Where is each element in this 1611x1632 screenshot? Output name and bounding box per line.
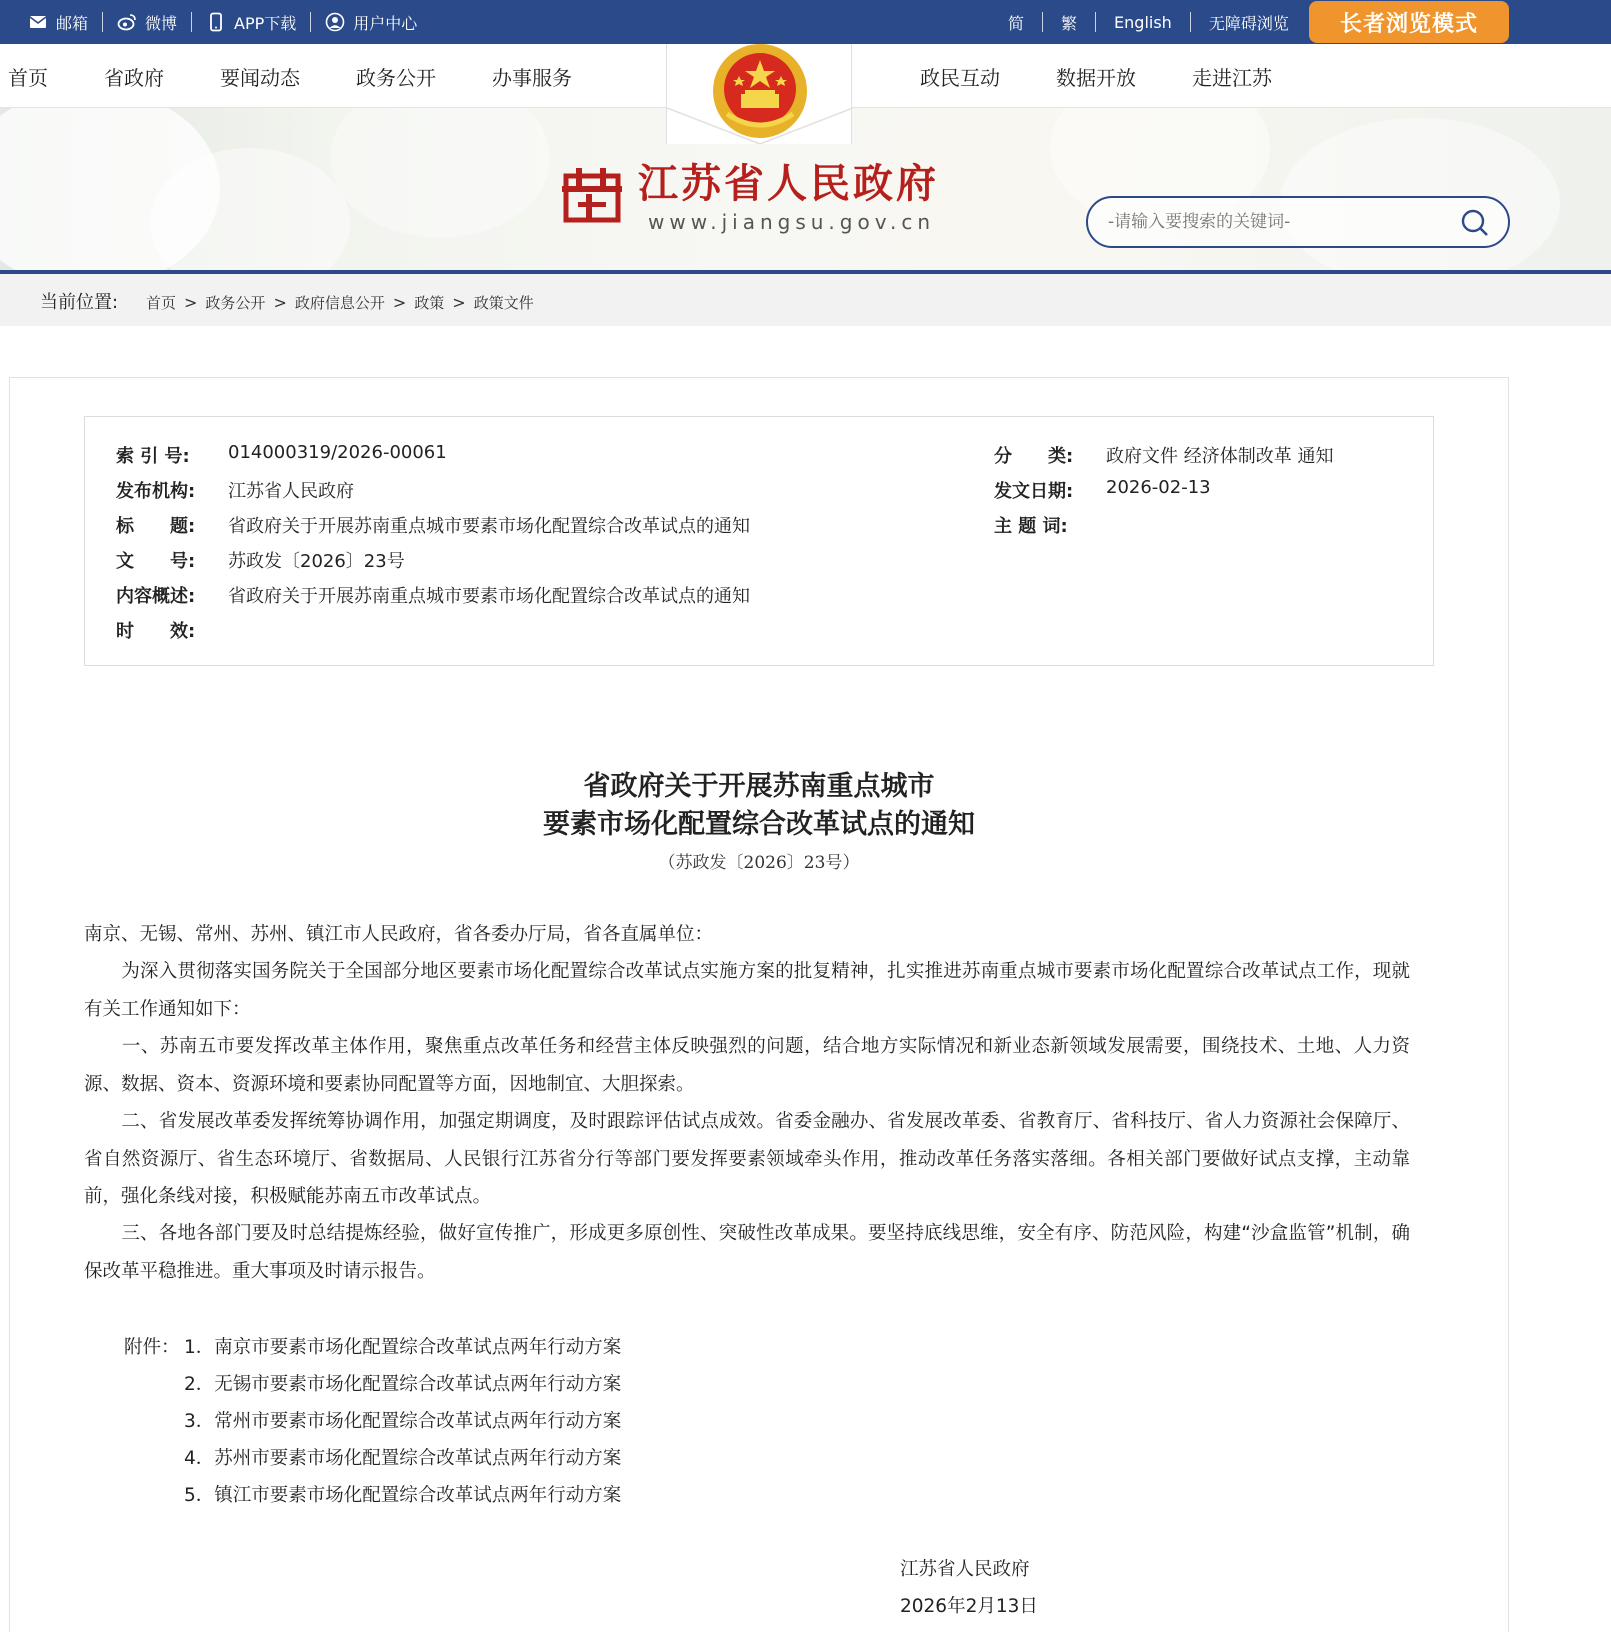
traditional-link[interactable]: 繁	[1061, 13, 1078, 33]
user-center-link[interactable]	[311, 11, 431, 34]
sign-date: 2026年2月13日	[900, 1596, 1038, 1617]
site-url: www.jiangsu.gov.cn	[648, 210, 936, 234]
paragraph-1: 为深入贯彻落实国务院关于全国部分地区要素市场化配置综合改革试点实施方案的批复精神，扎实推进苏南重点城市要素市场化配置综合改革试点工作，现就有关工作通知如下：	[84, 961, 1410, 1020]
breadcrumb-info-disclosure[interactable]: 政府信息公开	[294, 294, 385, 312]
nav-about-jiangsu[interactable]: 走进江苏	[1192, 65, 1272, 90]
breadcrumb-home[interactable]: 首页	[146, 294, 177, 312]
meta-subject: 主 题 词:	[994, 516, 1068, 537]
meta-summary: 内容概述: 省政府关于开展苏南重点城市要素市场化配置综合改革试点的通知	[116, 586, 750, 607]
nav-gov-affairs[interactable]: 政务公开	[356, 65, 436, 90]
weibo-icon	[117, 12, 137, 32]
national-emblem-icon	[667, 44, 853, 144]
accessibility-link[interactable]: 无障碍浏览	[1208, 13, 1289, 33]
meta-validity: 时 效:	[116, 621, 196, 642]
document-title-line2: 要素市场化配置综合改革试点的通知	[543, 809, 975, 840]
attachments-label: 附件：	[124, 1337, 180, 1358]
elder-mode-button[interactable]: 长者浏览模式	[1309, 1, 1509, 43]
app-download-label: APP下载	[234, 13, 297, 33]
app-download-link[interactable]	[192, 11, 310, 34]
mail-icon	[28, 12, 48, 32]
attachment-5[interactable]: 5．镇江市要素市场化配置综合改革试点两年行动方案	[184, 1485, 622, 1506]
breadcrumb	[146, 292, 534, 313]
user-icon	[325, 12, 345, 32]
search-box	[1086, 196, 1510, 248]
site-title: 江苏省人民政府	[638, 160, 939, 207]
top-right-links	[990, 0, 1307, 44]
phone-icon	[206, 12, 226, 32]
jiangsu-logo-icon	[562, 168, 622, 224]
mail-link[interactable]	[14, 11, 102, 34]
top-bar	[0, 0, 1611, 44]
english-link[interactable]: English	[1114, 12, 1172, 32]
document-number: （苏政发〔2026〕23号）	[658, 853, 860, 873]
meta-title: 标 题: 省政府关于开展苏南重点城市要素市场化配置综合改革试点的通知	[116, 516, 750, 537]
nav-province-gov[interactable]: 省政府	[104, 65, 164, 90]
paragraph-2: 一、苏南五市要发挥改革主体作用，聚焦重点改革任务和经营主体反映强烈的问题，结合地方实际情况和新业态新领域发展需要，围绕技术、土地、人力资源、数据、资本、资源环境和要素协同配置等方面，因地制宜、大胆探索。	[84, 1036, 1410, 1095]
nav-left	[8, 44, 628, 108]
document-title-line1: 省政府关于开展苏南重点城市	[583, 771, 935, 802]
breadcrumb-bar	[0, 274, 1611, 326]
paragraph-3: 二、省发展改革委发挥统筹协调作用，加强定期调度，及时跟踪评估试点成效。省委金融办、省发展改革委、省教育厅、省科技厅、省人力资源社会保障厅、省自然资源厅、省生态环境厅、省数据局、人民银行江苏省分行等部门要发挥要素领域牵头作用，推动改革任务落实落细。各相关部门要做好试点支撑，主动靠前，强化条线对接，积极赋能苏南五市改革试点。	[84, 1111, 1410, 1207]
meta-publisher: 发布机构: 江苏省人民政府	[116, 481, 354, 502]
nav-open-data[interactable]: 数据开放	[1056, 65, 1136, 90]
weibo-link[interactable]	[103, 11, 191, 34]
breadcrumb-gov-affairs[interactable]: 政务公开	[205, 294, 266, 312]
breadcrumb-separator: >	[273, 293, 287, 312]
emblem-holder	[666, 44, 852, 144]
meta-doc-no: 文 号: 苏政发〔2026〕23号	[116, 551, 405, 572]
breadcrumb-policy-docs[interactable]: 政策文件	[473, 294, 534, 312]
search-input[interactable]	[1108, 208, 1448, 236]
top-left-links	[14, 0, 431, 44]
search-icon[interactable]	[1460, 208, 1490, 238]
weibo-label: 微博	[145, 13, 178, 33]
nav-interaction[interactable]: 政民互动	[920, 65, 1000, 90]
addressee: 南京、无锡、常州、苏州、镇江市人民政府，省各委办厅局，省各直属单位：	[84, 924, 714, 945]
nav-news[interactable]: 要闻动态	[220, 65, 300, 90]
paragraph-4: 三、各地各部门要及时总结提炼经验，做好宣传推广，形成更多原创性、突破性改革成果。要坚持底线思维，安全有序、防范风险，构建“沙盒监管”机制，确保改革平稳推进。重大事项及时请示报告。	[84, 1223, 1410, 1282]
attachment-3[interactable]: 3．常州市要素市场化配置综合改革试点两年行动方案	[184, 1411, 622, 1432]
breadcrumb-policy[interactable]: 政策	[414, 294, 445, 312]
nav-home[interactable]: 首页	[8, 65, 48, 90]
meta-index-no: 索 引 号: 014000319/2026-00061	[116, 442, 447, 467]
signature: 江苏省人民政府	[900, 1559, 1030, 1580]
breadcrumb-separator: >	[392, 293, 407, 312]
breadcrumb-separator: >	[452, 293, 466, 312]
breadcrumb-label: 当前位置:	[40, 292, 119, 313]
nav-services[interactable]: 办事服务	[492, 65, 572, 90]
attachment-4[interactable]: 4．苏州市要素市场化配置综合改革试点两年行动方案	[184, 1448, 622, 1469]
user-center-label: 用户中心	[353, 13, 418, 33]
meta-category: 分 类: 政府文件 经济体制改革 通知	[994, 446, 1334, 467]
attachment-1[interactable]: 1．南京市要素市场化配置综合改革试点两年行动方案	[184, 1337, 622, 1358]
attachment-2[interactable]: 2．无锡市要素市场化配置综合改革试点两年行动方案	[184, 1374, 622, 1395]
meta-date: 发文日期: 2026-02-13	[994, 477, 1211, 502]
breadcrumb-separator: >	[184, 293, 198, 312]
mail-label: 邮箱	[56, 13, 89, 33]
simplified-link[interactable]: 简	[1008, 13, 1025, 33]
nav-right	[920, 44, 1328, 108]
